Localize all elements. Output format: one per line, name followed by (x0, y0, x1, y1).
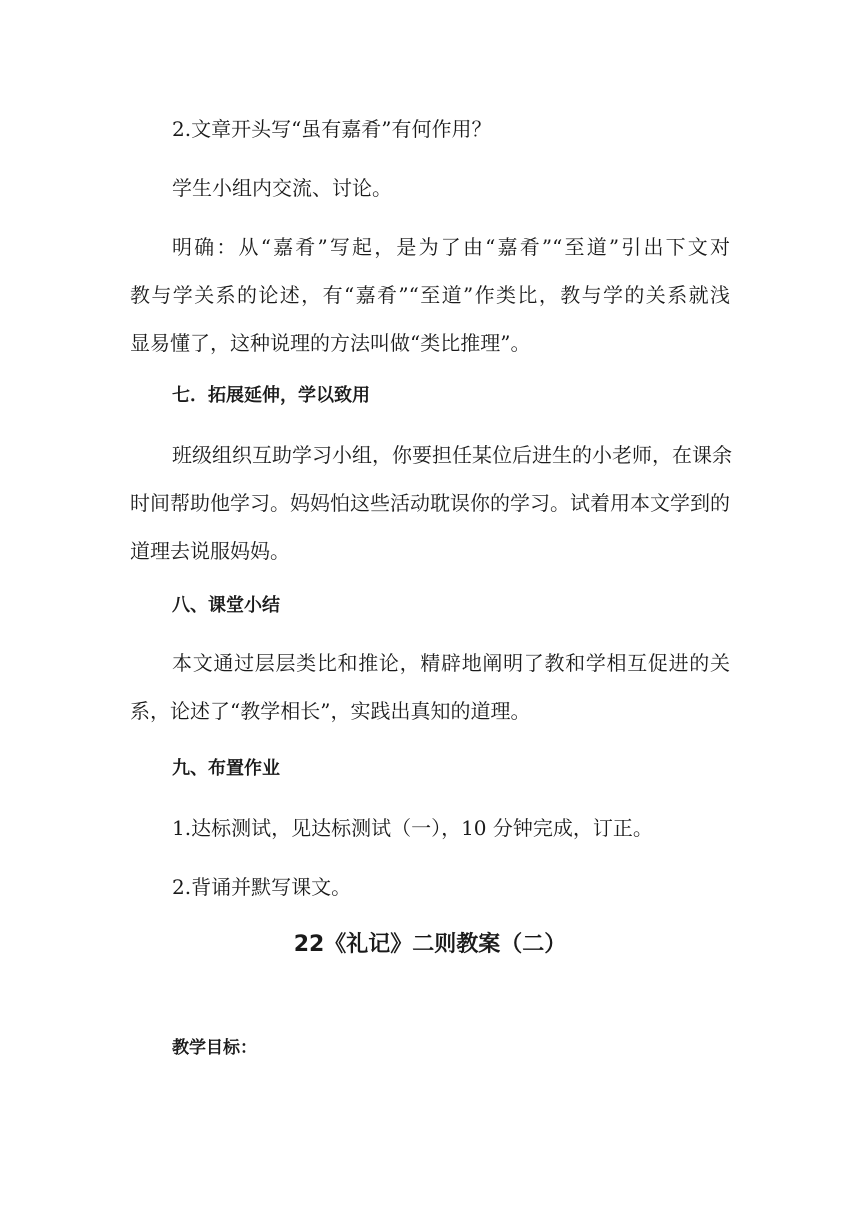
homework-item-1: 1.达标测试，见达标测试（一），10 分钟完成，订正。 (172, 816, 653, 840)
answer-line-1: 明确：从“嘉肴”写起，是为了由“嘉肴”“至道”引出下文对 (172, 235, 730, 259)
section-9-heading: 九、布置作业 (172, 758, 280, 779)
section-8-line-1: 本文通过层层类比和推论，精辟地阐明了教和学相互促进的关 (172, 651, 730, 675)
section-7-line-1: 班级组织互助学习小组，你要担任某位后进生的小老师，在课余 (172, 443, 732, 467)
section-8-heading: 八、课堂小结 (172, 595, 280, 616)
answer-line-3: 显易懂了，这种说理的方法叫做“类比推理”。 (130, 331, 531, 355)
section-7-line-3: 道理去说服妈妈。 (130, 539, 290, 563)
section-8-line-2: 系，论述了“教学相长”，实践出真知的道理。 (130, 699, 531, 723)
homework-item-2: 2.背诵并默写课文。 (172, 875, 352, 899)
discussion-text: 学生小组内交流、讨论。 (172, 176, 392, 200)
lesson-title: 22《礼记》二则教案（二） (293, 932, 567, 957)
question-2: 2.文章开头写“虽有嘉肴”有何作用？ (172, 117, 492, 141)
section-7-heading: 七．拓展延伸，学以致用 (172, 385, 370, 406)
objectives-heading: 教学目标： (172, 1038, 257, 1058)
answer-line-2: 教与学关系的论述，有“嘉肴”“至道”作类比，教与学的关系就浅 (130, 283, 730, 307)
section-7-line-2: 时间帮助他学习。妈妈怕这些活动耽误你的学习。试着用本文学到的 (130, 491, 730, 515)
